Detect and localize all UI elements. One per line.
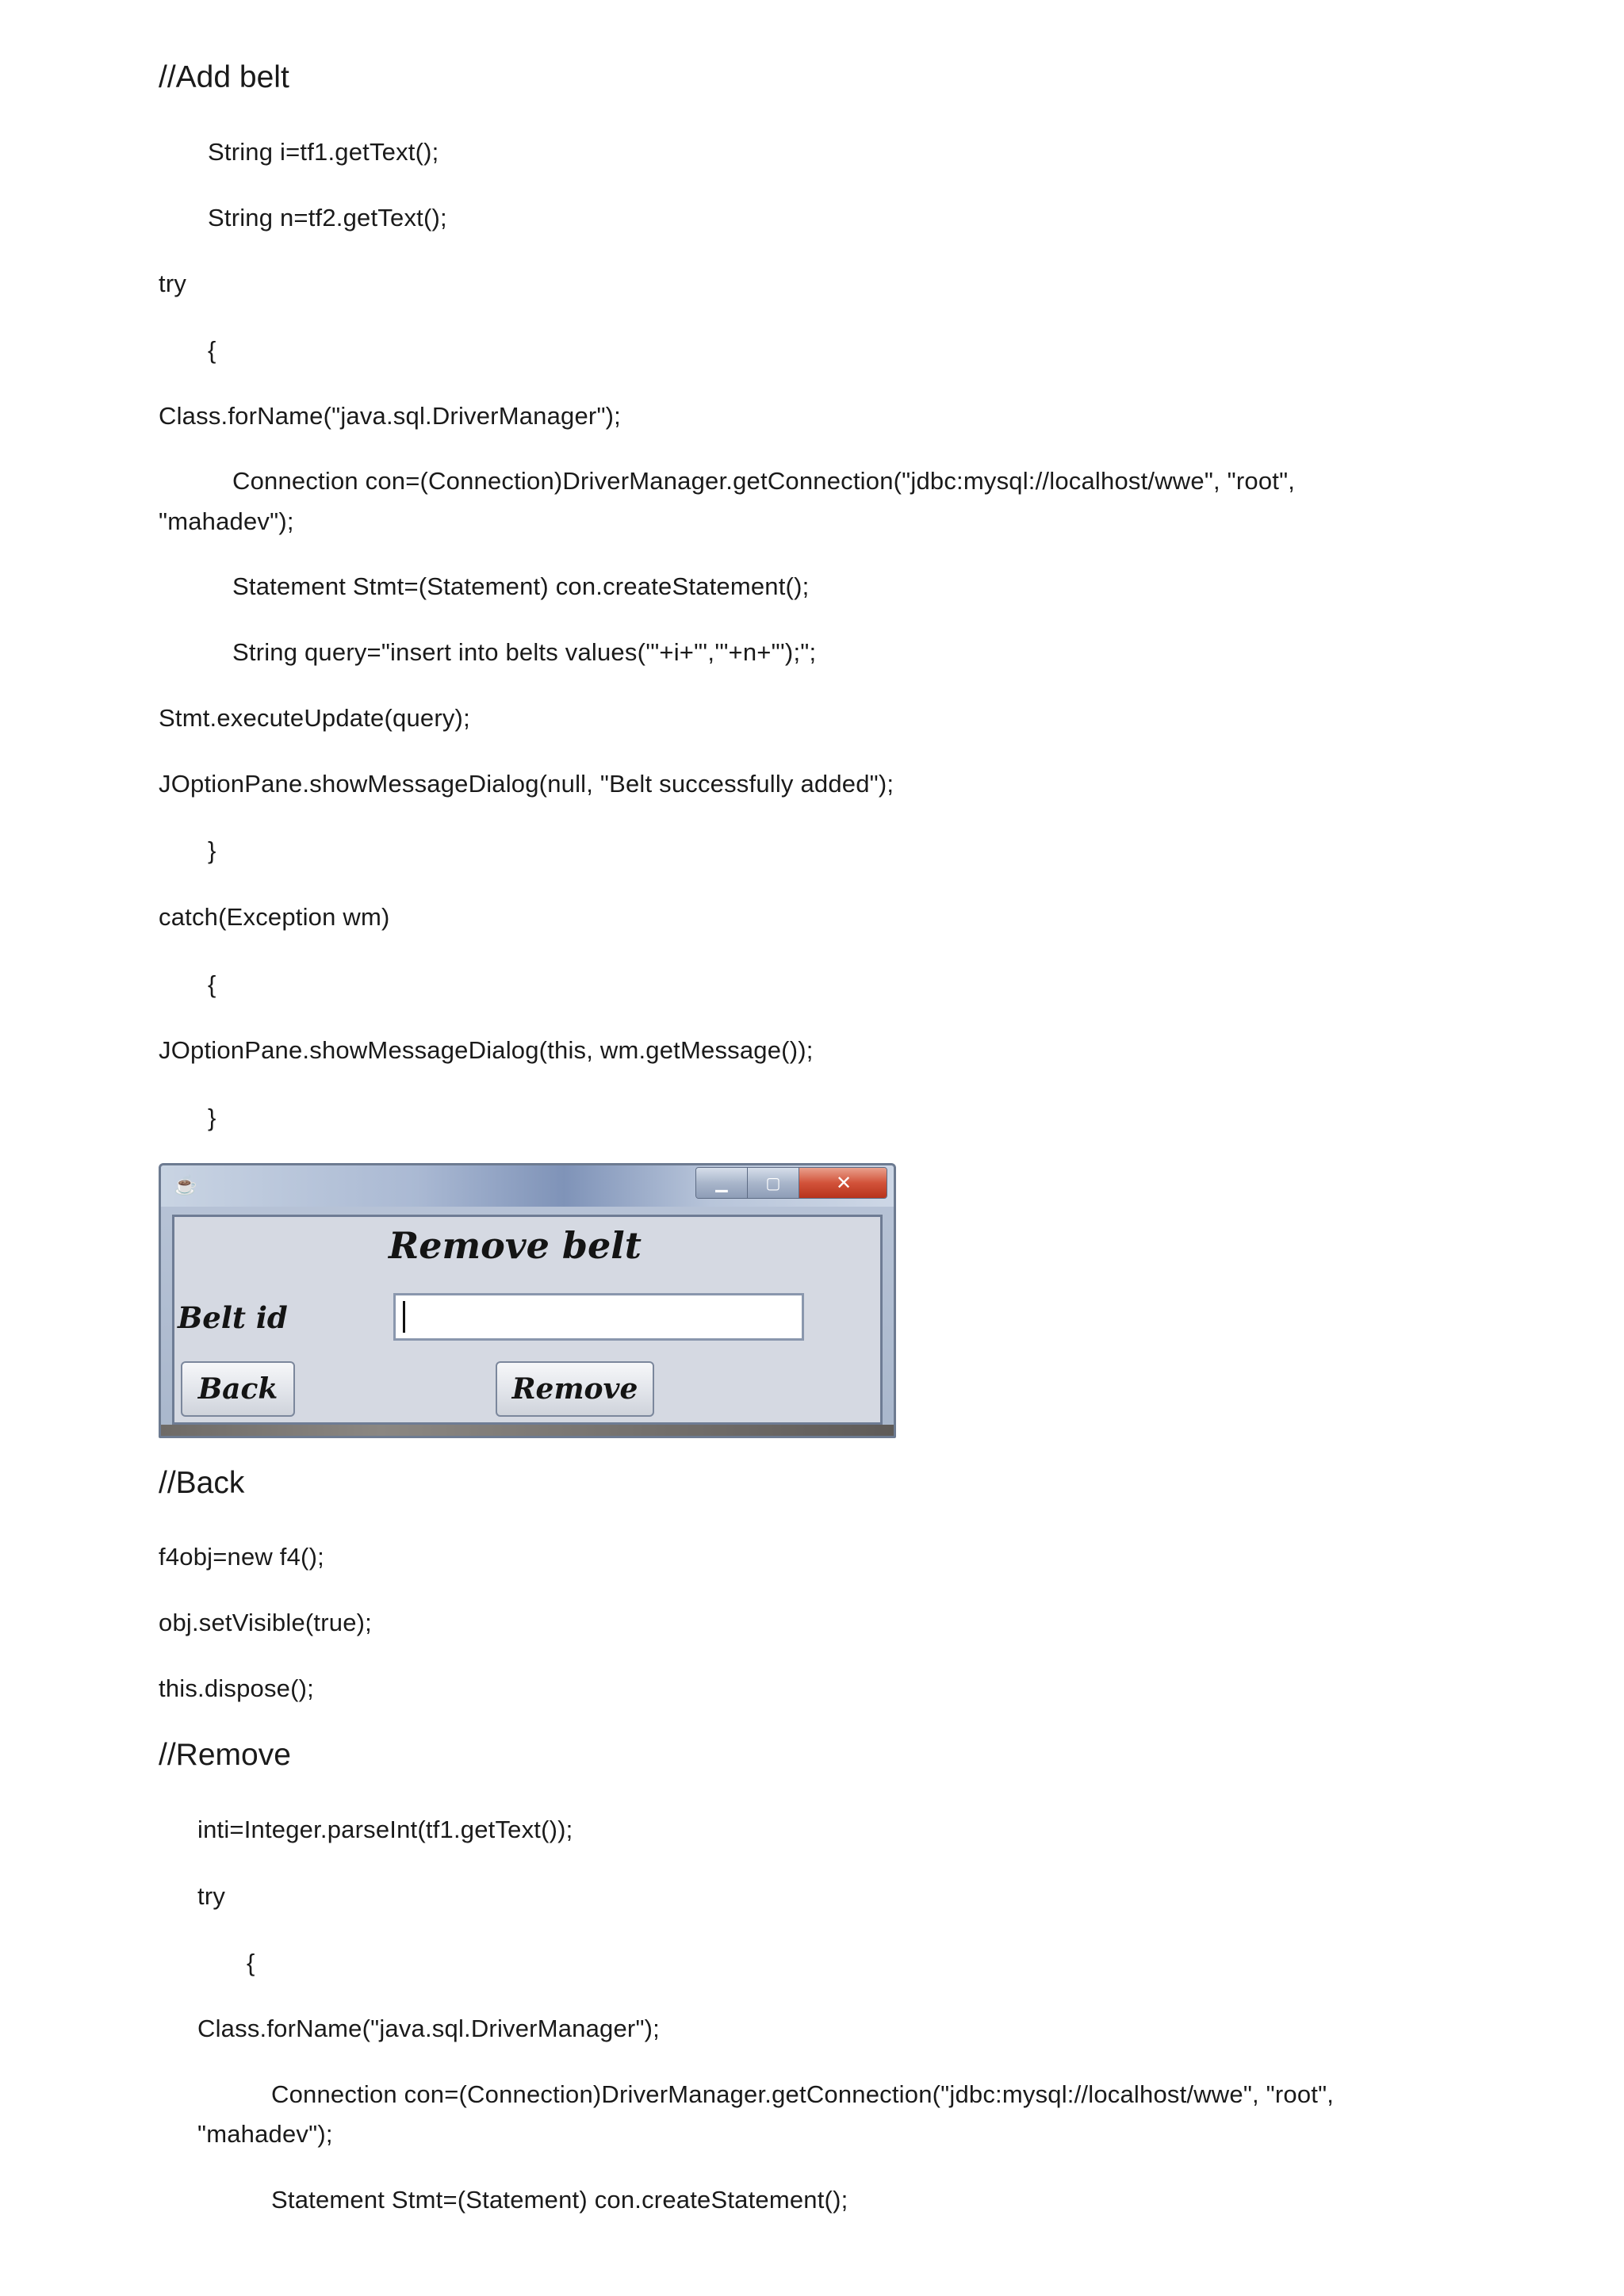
code-line: String i=tf1.getText();	[208, 138, 439, 166]
code-line: {	[208, 970, 216, 998]
code-line: {	[208, 336, 216, 364]
code-line: "mahadev");	[197, 2120, 333, 2148]
code-line: String n=tf2.getText();	[208, 204, 447, 232]
code-line: "mahadev");	[159, 507, 294, 535]
code-line: String query="insert into belts values('"+i+"','"+n+"');";	[232, 638, 817, 666]
code-line: catch(Exception wm)	[159, 903, 390, 931]
code-line: Class.forName("java.sql.DriverManager");	[159, 402, 621, 430]
belt-id-input[interactable]	[393, 1293, 804, 1341]
code-line: Connection con=(Connection)DriverManager.getConnection("jdbc:mysql://localhost/wwe", "root",	[271, 2080, 1335, 2108]
code-line: Statement Stmt=(Statement) con.createStatement();	[271, 2186, 848, 2214]
code-line: Statement Stmt=(Statement) con.createStatement();	[232, 572, 810, 600]
code-line: Class.forName("java.sql.DriverManager");	[197, 2015, 660, 2042]
code-line: try	[197, 1882, 226, 1910]
code-line: }	[208, 1104, 216, 1131]
code-line: JOptionPane.showMessageDialog(null, "Belt successfully added");	[159, 770, 894, 798]
text-cursor	[403, 1301, 405, 1333]
java-icon: ☕	[174, 1175, 197, 1196]
minimize-icon[interactable]: ▁	[696, 1168, 748, 1198]
code-line: Connection con=(Connection)DriverManager.getConnection("jdbc:mysql://localhost/wwe", "root",	[232, 467, 1296, 495]
code-line: Stmt.executeUpdate(query);	[159, 704, 470, 732]
screenshot-bottom-edge	[161, 1425, 894, 1436]
code-line: inti=Integer.parseInt(tf1.getText());	[197, 1816, 573, 1843]
section-heading-add-belt: //Add belt	[159, 60, 289, 94]
maximize-icon[interactable]: ▢	[748, 1168, 799, 1198]
back-button[interactable]: Back	[181, 1361, 295, 1417]
code-line: this.dispose();	[159, 1674, 314, 1702]
dialog-content-panel	[172, 1215, 883, 1425]
code-line: {	[247, 1949, 255, 1976]
code-line: }	[208, 836, 216, 864]
section-heading-remove: //Remove	[159, 1738, 291, 1772]
dialog-title: Remove belt	[389, 1224, 642, 1267]
remove-belt-window	[159, 1163, 896, 1438]
remove-button[interactable]: Remove	[496, 1361, 654, 1417]
window-controls	[695, 1167, 887, 1199]
code-line: f4obj=new f4();	[159, 1543, 324, 1571]
code-line: try	[159, 270, 187, 297]
window-titlebar[interactable]	[161, 1165, 894, 1207]
section-heading-back: //Back	[159, 1466, 245, 1500]
code-line: obj.setVisible(true);	[159, 1609, 372, 1636]
belt-id-label: Belt id	[178, 1300, 288, 1335]
close-icon[interactable]: ✕	[799, 1168, 887, 1198]
code-line: JOptionPane.showMessageDialog(this, wm.getMessage());	[159, 1036, 814, 1064]
